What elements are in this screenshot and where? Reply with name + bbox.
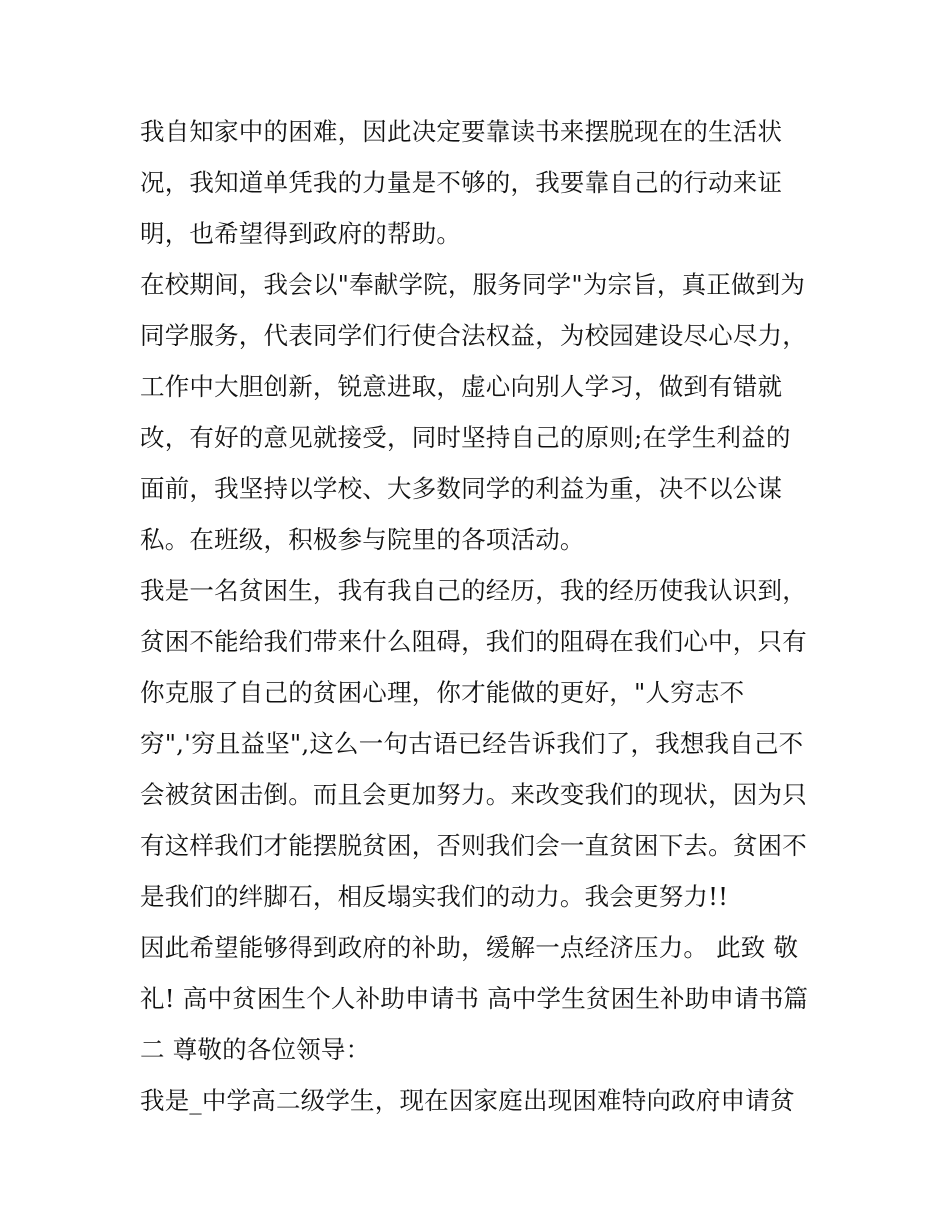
text-line: 你克服了自己的贫困心理，你才能做的更好，"人穷志不 [140, 678, 745, 707]
text-line: 礼! 高中贫困生个人补助申请书 高中学生贫困生补助申请书篇 [140, 984, 809, 1013]
text-line: 贫困不能给我们带来什么阻碍，我们的阻碍在我们心中，只有 [140, 627, 807, 656]
text-line: 因此希望能够得到政府的补助，缓解一点经济压力。 此致 敬 [140, 933, 799, 962]
document-body [140, 106, 820, 1126]
text-line: 二 尊敬的各位领导： [140, 1035, 371, 1064]
text-line: 在校期间，我会以"奉献学院，服务同学"为宗旨，真正做到为 [140, 270, 806, 299]
text-line: 穷",'穷且益坚",这么一句古语已经告诉我们了，我想我自己不 [140, 729, 804, 758]
text-line: 是我们的绊脚石，相反塌实我们的动力。我会更努力!! [140, 882, 729, 911]
text-line: 工作中大胆创新，锐意进取，虚心向别人学习，做到有错就 [140, 372, 783, 401]
text-line: 会被贫困击倒。而且会更加努力。来改变我们的现状，因为只 [140, 780, 807, 809]
text-line: 改，有好的意见就接受，同时坚持自己的原则;在学生利益的 [140, 423, 791, 452]
text-line: 我自知家中的困难，因此决定要靠读书来摆脱现在的生活状 [140, 117, 783, 146]
text-line: 面前，我坚持以学校、大多数同学的利益为重，决不以公谋 [140, 474, 783, 503]
text-line: 我是_中学高二级学生，现在因家庭出现困难特向政府申请贫 [140, 1086, 795, 1115]
text-line: 私。在班级，积极参与院里的各项活动。 [140, 525, 585, 554]
text-line: 况，我知道单凭我的力量是不够的，我要靠自己的行动来证 [140, 168, 783, 197]
text-line: 同学服务，代表同学们行使合法权益，为校园建设尽心尽力， [140, 321, 807, 350]
text-line: 明，也希望得到政府的帮助。 [140, 219, 462, 248]
text-line: 我是一名贫困生，我有我自己的经历，我的经历使我认识到， [140, 576, 807, 605]
text-line: 有这样我们才能摆脱贫困，否则我们会一直贫困下去。贫困不 [140, 831, 807, 860]
